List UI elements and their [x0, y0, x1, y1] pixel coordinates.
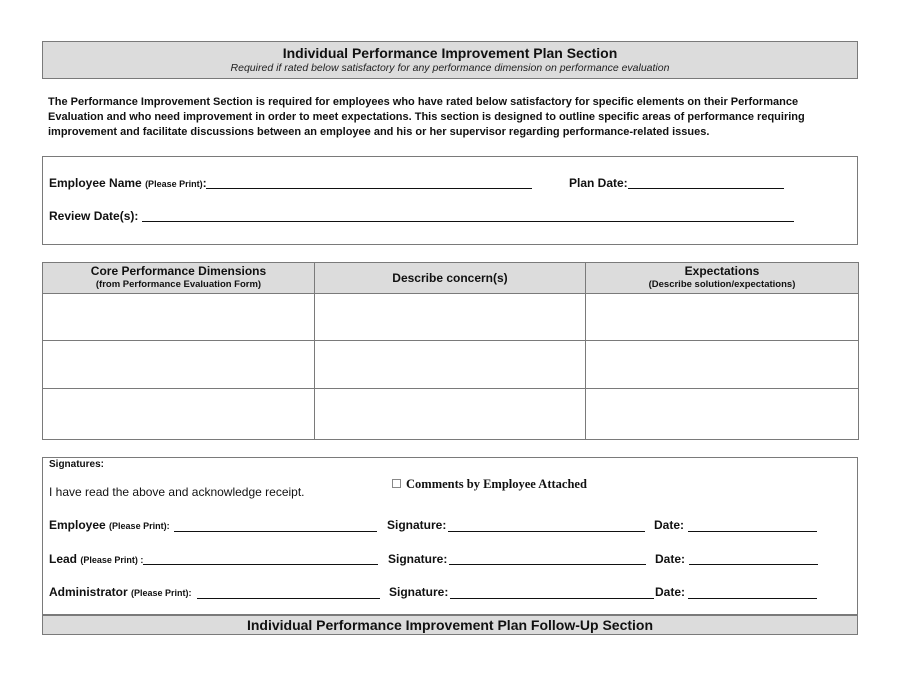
- acknowledge-text: I have read the above and acknowledge receipt.: [49, 485, 305, 499]
- lead-date-field[interactable]: [689, 564, 818, 565]
- employee-name-text: Employee Name: [49, 176, 142, 190]
- comments-checkbox-label: Comments by Employee Attached: [406, 477, 587, 491]
- column-title: Core Performance Dimensions: [90, 264, 267, 278]
- administrator-sign-label: [49, 585, 192, 599]
- lead-sign-label: [49, 552, 143, 566]
- role-text: Employee: [49, 518, 106, 532]
- header-banner: [42, 41, 858, 79]
- lead-date-label: Date:: [655, 552, 686, 566]
- plan-date-field[interactable]: [628, 188, 784, 189]
- employee-name-field[interactable]: [206, 188, 532, 189]
- administrator-signature-field[interactable]: [450, 598, 654, 599]
- employee-date-label: Date:: [654, 518, 685, 532]
- table-cell[interactable]: [315, 294, 586, 341]
- table-cell[interactable]: [43, 389, 315, 440]
- table-row: [43, 341, 859, 389]
- lead-print-field[interactable]: [143, 564, 378, 565]
- lead-signature-label: Signature:: [388, 552, 448, 566]
- role-text: Lead: [49, 552, 78, 566]
- table-cell[interactable]: [315, 389, 586, 440]
- administrator-date-field[interactable]: [688, 598, 817, 599]
- table-cell[interactable]: [315, 341, 586, 389]
- administrator-print-field[interactable]: [197, 598, 380, 599]
- employee-name-label: [49, 176, 207, 190]
- column-header-expectations: [586, 263, 859, 294]
- table-row: [43, 389, 859, 440]
- table-cell[interactable]: [586, 341, 859, 389]
- plan-date-label: Plan Date:: [569, 176, 628, 190]
- employee-date-field[interactable]: [688, 531, 817, 532]
- column-subtitle: (from Performance Evaluation Form): [95, 279, 262, 290]
- page-subtitle: Required if rated below satisfactory for any performance dimension on performance evaluation: [230, 62, 670, 74]
- column-title: Expectations: [684, 264, 760, 278]
- administrator-signature-label: Signature:: [389, 585, 449, 599]
- please-print-note: (Please Print) :: [80, 555, 144, 565]
- table-cell[interactable]: [43, 294, 315, 341]
- employee-print-field[interactable]: [174, 531, 377, 532]
- employee-signature-label: Signature:: [387, 518, 447, 532]
- page-title: Individual Performance Improvement Plan Section: [282, 45, 618, 61]
- performance-table: [42, 262, 859, 440]
- table-cell[interactable]: [43, 341, 315, 389]
- employee-signature-field[interactable]: [448, 531, 645, 532]
- please-print-note: (Please Print): [145, 179, 203, 189]
- column-title: Describe concern(s): [392, 270, 508, 285]
- follow-up-title: Individual Performance Improvement Plan Follow-Up Section: [246, 617, 654, 633]
- review-dates-field[interactable]: [142, 221, 794, 222]
- intro-paragraph: The Performance Improvement Section is required for employees who have rated below satisfactory for specific elements on their Performance Evaluation and who need improvement in order to meet expectations. This section is designed to outline specific areas of performance requiring improvement and facilitate discussions between an employee and his or her supervisor regarding performance-related issues.: [48, 96, 805, 138]
- comments-checkbox[interactable]: [392, 479, 401, 488]
- role-text: Administrator: [49, 585, 128, 599]
- employee-sign-label: [49, 518, 170, 532]
- employee-info-box: [42, 156, 858, 245]
- signatures-heading: Signatures:: [49, 459, 105, 470]
- column-subtitle: (Describe solution/expectations): [648, 279, 796, 290]
- table-cell[interactable]: [586, 389, 859, 440]
- please-print-note: (Please Print):: [131, 588, 192, 598]
- table-header-row: [43, 263, 859, 294]
- table-row: [43, 294, 859, 341]
- administrator-date-label: Date:: [655, 585, 686, 599]
- table-cell[interactable]: [586, 294, 859, 341]
- follow-up-banner: [42, 615, 858, 635]
- column-header-dimensions: [43, 263, 315, 294]
- lead-signature-field[interactable]: [449, 564, 646, 565]
- column-header-concerns: [315, 263, 586, 294]
- review-dates-label: Review Date(s):: [49, 209, 139, 223]
- please-print-note: (Please Print):: [109, 521, 170, 531]
- colon-text: :: [202, 176, 207, 190]
